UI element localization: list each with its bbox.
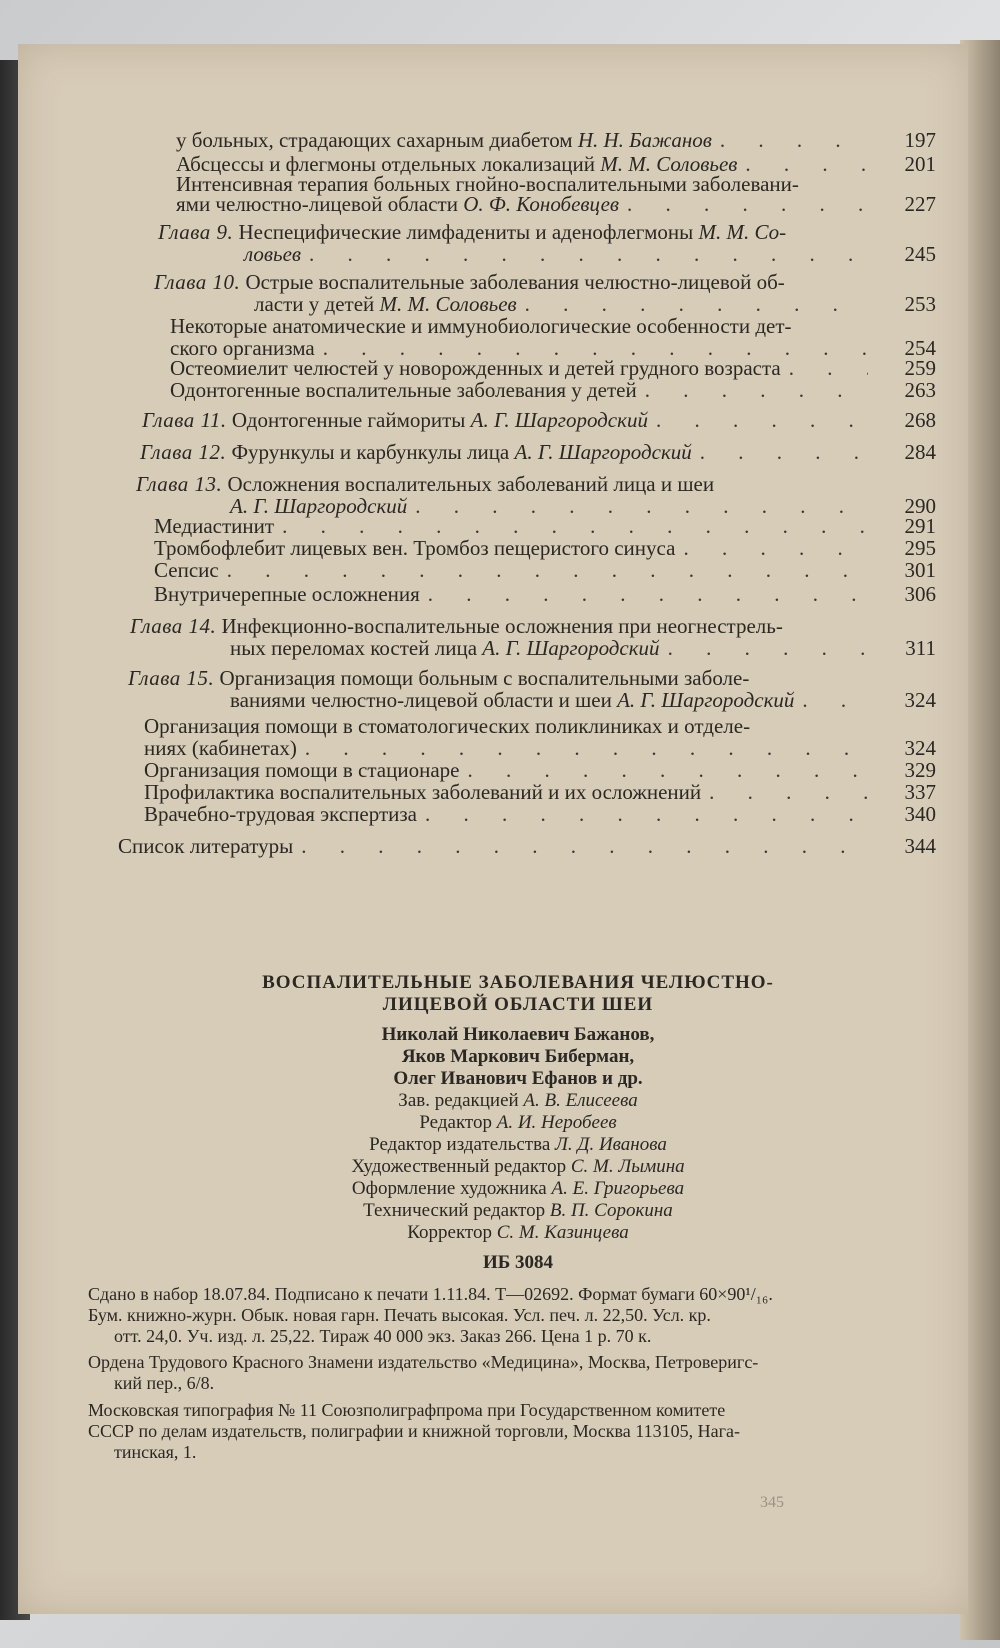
toc-dot-leader — [301, 834, 868, 858]
toc-entry — [154, 582, 936, 606]
credit-line: Редактор издательства Л. Д. Иванова — [369, 1134, 667, 1155]
toc-entry-author: ловьев — [244, 242, 302, 266]
toc-entry — [254, 292, 936, 316]
toc-page-number: 344 — [904, 834, 936, 858]
toc-entry-title: Список литературы — [118, 834, 294, 858]
toc-chapter: Глава 13. Осложнения воспалительных заболеваний лица и шеи — [136, 472, 715, 496]
toc-dot-leader — [683, 536, 868, 560]
toc-entry-title: Организация помощи в стационаре — [144, 758, 460, 782]
toc-chapter: Глава 9. Неспецифические лимфадениты и аденофлегмоны М. М. Со- — [158, 220, 787, 244]
toc-entry-title: Остеомиелит челюстей у новорожденных и детей грудного возраста — [170, 356, 781, 380]
toc-dot-leader — [668, 636, 868, 660]
toc-page-number: 259 — [904, 356, 936, 380]
toc-entry-title: ваниями челюстно-лицевой области и шеи А. Г. Шаргородский — [230, 688, 795, 712]
toc-entry-title: Внутричерепные осложнения — [154, 582, 420, 606]
toc-chapter: Глава 10. Острые воспалительные заболевания челюстно-лицевой об- — [154, 270, 785, 294]
ib-number: ИБ 3084 — [482, 1252, 554, 1273]
toc-page-number: 337 — [904, 780, 936, 804]
toc-dot-leader — [428, 582, 868, 606]
toc-chapter: Глава 15. Организация помощи больным с воспалительными заболе- — [128, 666, 750, 690]
toc-entry — [230, 688, 936, 712]
toc-chapter — [142, 408, 936, 432]
toc-dot-leader — [700, 440, 868, 464]
author-name: Олег Иванович Ефанов и др. — [393, 1068, 643, 1089]
chapter-label: Глава 9. — [158, 220, 234, 244]
toc-page-number: 329 — [904, 758, 936, 782]
toc-entry-title: Сепсис — [154, 558, 219, 582]
toc-entry — [144, 758, 936, 782]
toc-entry — [170, 356, 936, 380]
toc-entry-title: ных переломах костей лица А. Г. Шаргородский — [230, 636, 660, 660]
toc-dot-leader — [525, 292, 868, 316]
toc-page-number: 253 — [904, 292, 936, 316]
toc-dot-leader — [227, 558, 868, 582]
toc-dot-leader — [656, 408, 868, 432]
toc-entry — [230, 636, 936, 660]
toc-page-number: 324 — [904, 688, 936, 712]
publication-details-line: Бум. книжно-журн. Обык. новая гарн. Печать высокая. Усл. печ. л. 22,50. Усл. кр. — [88, 1305, 711, 1325]
toc-entry — [144, 802, 936, 826]
chapter-label: Глава 12. — [140, 440, 227, 464]
toc-page-number: 295 — [904, 536, 936, 560]
toc-entry-title: ласти у детей М. М. Соловьев — [254, 292, 517, 316]
author-name: Николай Николаевич Бажанов, — [381, 1024, 655, 1045]
toc-page-number: 201 — [904, 152, 936, 176]
toc-dot-leader — [802, 688, 868, 712]
toc-page-number: 284 — [904, 440, 936, 464]
toc-dot-leader — [645, 378, 868, 402]
toc-entry-title: Тромбофлебит лицевых вен. Тромбоз пещеристого синуса — [154, 536, 676, 560]
toc-entry-title: Медиастинит — [154, 514, 275, 538]
toc-entry — [154, 536, 936, 560]
book-title-line: ЛИЦЕВОЙ ОБЛАСТИ ШЕИ — [382, 994, 654, 1015]
toc-dot-leader — [305, 736, 868, 760]
toc-page-number: 268 — [904, 408, 936, 432]
printer-line: СССР по делам издательств, полиграфии и книжной торговли, Москва 113105, Нага- — [88, 1421, 740, 1441]
toc-page-number: 245 — [904, 242, 936, 266]
author-name: Яков Маркович Биберман, — [401, 1046, 635, 1067]
toc-page-number: 254 — [904, 336, 936, 360]
publication-details-line: Сдано в набор 18.07.84. Подписано к печати 1.11.84. Т—02692. Формат бумаги 60×90¹/₁₆. — [88, 1284, 773, 1304]
toc-entry-title: Абсцессы и флегмоны отдельных локализаций М. М. Соловьев — [176, 152, 738, 176]
toc-entry-title: ями челюстно-лицевой области О. Ф. Конобевцев — [176, 192, 620, 216]
toc-entry-title: Врачебно-трудовая экспертиза — [144, 802, 417, 826]
toc-entry — [244, 242, 936, 266]
publisher-line: кий пер., 6/8. — [114, 1373, 215, 1393]
book-title-line: ВОСПАЛИТЕЛЬНЫЕ ЗАБОЛЕВАНИЯ ЧЕЛЮСТНО- — [262, 972, 774, 993]
toc-entry — [176, 128, 936, 152]
chapter-label: Глава 11. — [142, 408, 227, 432]
toc-entry-title: Некоторые анатомические и иммунобиологические особенности дет- — [170, 314, 792, 338]
toc-page-number: 291 — [904, 514, 936, 538]
toc-entry-title: Одонтогенные воспалительные заболевания у детей — [170, 378, 637, 402]
toc-entry-title: Глава 11. Одонтогенные гаймориты А. Г. Шаргородский — [142, 408, 648, 432]
toc-dot-leader — [709, 780, 868, 804]
printer-line: Московская типография № 11 Союзполиграфпрома при Государственном комитете — [88, 1400, 726, 1420]
toc-page-number: 306 — [904, 582, 936, 606]
toc-page-number: 197 — [904, 128, 936, 152]
credit-line: Корректор С. М. Казинцева — [407, 1222, 629, 1243]
toc-page-number: 311 — [905, 636, 936, 660]
chapter-label: Глава 14. — [130, 614, 217, 638]
chapter-label: Глава 13. — [136, 472, 223, 496]
toc-entry — [170, 378, 936, 402]
toc-entry-title: Интенсивная терапия больных гнойно-воспалительными заболевани- — [176, 172, 799, 196]
toc-dot-leader — [720, 128, 868, 152]
toc-entry — [154, 514, 936, 538]
credit-line: Художественный редактор С. М. Лымина — [351, 1156, 685, 1177]
printer-line: тинская, 1. — [114, 1442, 197, 1462]
toc-dot-leader — [309, 242, 868, 266]
credit-line: Зав. редакцией А. В. Елисеева — [398, 1090, 638, 1111]
book-page — [18, 44, 968, 1614]
publisher-line: Ордена Трудового Красного Знамени издательство «Медицина», Москва, Петроверигс- — [88, 1352, 759, 1372]
toc-page-number: 301 — [904, 558, 936, 582]
toc-dot-leader — [467, 758, 868, 782]
toc-page-number: 340 — [904, 802, 936, 826]
publication-details-line: отт. 24,0. Уч. изд. л. 25,22. Тираж 40 000 экз. Заказ 266. Цена 1 р. 70 к. — [114, 1326, 652, 1346]
toc-entry-title: ниях (кабинетах) — [144, 736, 297, 760]
toc-entry — [154, 558, 936, 582]
toc-entry-title: ского организма — [170, 336, 315, 360]
toc-page-number: 227 — [904, 192, 936, 216]
toc-entry — [144, 780, 936, 804]
toc-dot-leader — [282, 514, 868, 538]
toc-dot-leader — [789, 356, 868, 380]
chapter-label: Глава 10. — [154, 270, 241, 294]
pencil-page-number: 345 — [760, 1494, 784, 1511]
toc-chapter: Глава 14. Инфекционно-воспалительные осложнения при неогнестрель- — [130, 614, 783, 638]
toc-chapter — [140, 440, 936, 464]
toc-page-number: 290 — [904, 494, 936, 518]
toc-entry-title: Организация помощи в стоматологических поликлиниках и отделе- — [144, 714, 751, 738]
toc-entry-title: Профилактика воспалительных заболеваний и их осложнений — [144, 780, 702, 804]
credit-line: Редактор А. И. Неробеев — [419, 1112, 617, 1133]
toc-entry — [176, 192, 936, 216]
toc-page-number: 324 — [904, 736, 936, 760]
credit-line: Технический редактор В. П. Сорокина — [363, 1200, 673, 1221]
chapter-label: Глава 15. — [128, 666, 215, 690]
credit-line: Оформление художника А. Е. Григорьева — [351, 1178, 685, 1199]
toc-entry — [144, 736, 936, 760]
toc-dot-leader — [627, 192, 868, 216]
toc-page-number: 263 — [904, 378, 936, 402]
toc-entry-title: у больных, страдающих сахарным диабетом Н. Н. Бажанов — [176, 128, 712, 152]
toc-entry-author: А. Г. Шаргородский — [230, 494, 408, 518]
toc-entry-title: Глава 12. Фурункулы и карбункулы лица А. Г. Шаргородский — [140, 440, 692, 464]
toc-entry — [118, 834, 936, 858]
toc-dot-leader — [425, 802, 868, 826]
